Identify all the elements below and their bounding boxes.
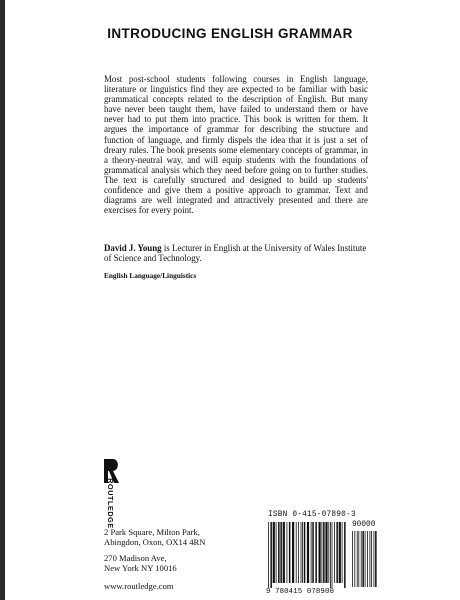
barcode-bar <box>296 522 297 583</box>
barcode-bar <box>362 531 364 587</box>
address-uk-line-1: 2 Park Square, Milton Park, <box>104 527 200 537</box>
author-bio-text: is Lecturer in English at the University of Wales Institute of Science and Technology. <box>104 243 367 264</box>
barcode-bar <box>332 522 333 588</box>
barcode-bar <box>374 531 375 587</box>
address-us-line-1: 270 Madison Ave, <box>104 553 167 563</box>
book-title: INTRODUCING ENGLISH GRAMMAR <box>107 26 353 41</box>
spine-edge <box>0 0 5 600</box>
barcode-bar <box>370 531 371 587</box>
barcode-bar <box>280 522 282 583</box>
publisher-website: www.routledge.com <box>104 581 174 591</box>
barcode-bar <box>270 522 272 588</box>
price-code: 90000 <box>352 521 376 529</box>
barcode-bar <box>268 522 269 588</box>
author-name: David J. Young <box>104 243 162 253</box>
barcode-bar <box>342 522 343 583</box>
barcode-bar <box>307 522 309 583</box>
barcode-bar <box>312 522 314 583</box>
barcode-bar <box>315 522 317 583</box>
barcode-bar <box>325 522 327 583</box>
barcode-bar <box>292 522 294 583</box>
barcode-bar <box>287 522 288 583</box>
barcode-bar <box>289 522 291 583</box>
barcode-bar <box>352 531 353 587</box>
address-us-line-2: New York NY 10016 <box>104 563 177 574</box>
barcode-bar <box>361 531 362 587</box>
barcode-bar <box>322 522 323 583</box>
book-category: English Language/Linguistics <box>104 271 197 280</box>
ean-barcode <box>268 522 348 588</box>
barcode-bar <box>301 522 302 583</box>
address-uk <box>104 527 205 547</box>
barcode-bar <box>330 522 331 588</box>
barcode-bar <box>298 522 299 583</box>
barcode-bar <box>276 522 277 583</box>
address-uk-line-2: Abingdon, Oxon, OX14 4RN <box>104 537 206 548</box>
barcode-block <box>268 511 378 599</box>
isbn-label: ISBN 0-415-07890-3 <box>268 511 356 519</box>
barcode-bar <box>283 522 285 583</box>
ean-digits: 9 780415 078900 <box>266 588 335 596</box>
addon-barcode <box>352 531 378 587</box>
barcode-bar <box>371 531 372 587</box>
barcode-bar <box>357 531 358 587</box>
barcode-bar <box>278 522 280 583</box>
barcode-bar <box>339 522 341 583</box>
barcode-bar <box>273 522 275 583</box>
barcode-bar <box>311 522 312 583</box>
barcode-bar <box>336 522 338 583</box>
barcode-bar <box>344 522 346 588</box>
barcode-bar <box>358 531 359 587</box>
barcode-bar <box>367 531 368 587</box>
barcode-bar <box>304 522 306 583</box>
barcode-bar <box>302 522 303 583</box>
barcode-bar <box>375 531 377 587</box>
author-bio <box>104 243 368 263</box>
barcode-bar <box>334 522 335 583</box>
address-us <box>104 553 177 573</box>
barcode-bar <box>323 522 325 583</box>
routledge-logo <box>100 458 132 529</box>
barcode-bar <box>354 531 355 587</box>
publisher-logo-text: ROUTLEDGE <box>105 477 115 529</box>
book-blurb: Most post-school students following courses in English language, literature or linguistics find they are expected to be familiar with basic grammatical concepts related to the description of English. But many have never been taught them, have failed to understand them or have never had to put them into practice. This book is written for them. It argues the importance of grammar for describing the structure and function of language, and firmly dispels the idea that it is just a set of dreary rules. The book presents some elementary concepts of grammar, in a theory-neutral way, and will equip students with the foundations of grammatical analysis which they need before going on to further studies. The text is carefully structured and designed to build up students' confidence and give them a positive approach to grammar. Text and diagrams are well integrated and attractively presented and there are exercises for every point. <box>104 74 368 216</box>
barcode-bar <box>319 522 321 583</box>
barcode-bar <box>365 531 366 587</box>
barcode-bar <box>328 522 329 583</box>
